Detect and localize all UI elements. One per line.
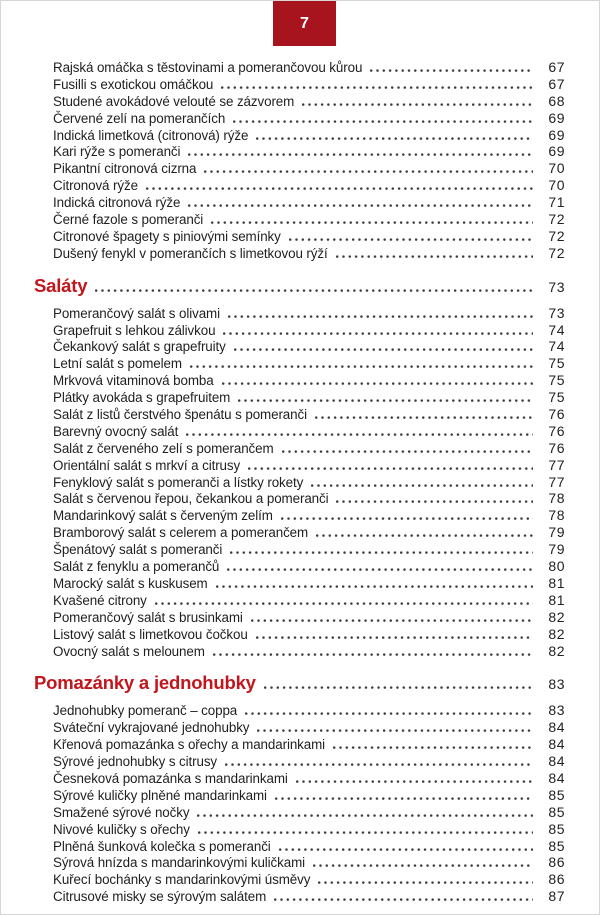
toc-row xyxy=(34,59,565,76)
dot-leader xyxy=(221,85,533,89)
dot-leader xyxy=(316,533,533,537)
dot-leader xyxy=(256,136,533,140)
toc-row xyxy=(34,753,565,770)
toc-entry-title: Kvašené citrony xyxy=(53,592,147,608)
toc-row xyxy=(34,719,565,736)
dot-leader xyxy=(275,796,533,800)
toc-entry-title: Bramborový salát s celerem a pomerančem xyxy=(53,525,309,541)
toc-entry-page-number: 76 xyxy=(548,439,565,456)
toc-entry-page-number: 75 xyxy=(548,389,565,406)
toc-entry-page-number: 71 xyxy=(548,194,565,211)
toc-entry-title: Sýrová hnízda s mandarinkovými kuličkami xyxy=(53,855,306,871)
toc-row xyxy=(34,423,565,440)
toc-entry-title: Sýrové kuličky plněné mandarinkami xyxy=(53,787,267,803)
toc-entry-title: Listový salát s limetkovou čočkou xyxy=(53,626,248,642)
dot-leader xyxy=(333,745,533,749)
dot-leader xyxy=(222,381,533,385)
toc-entry-page-number: 80 xyxy=(548,558,565,575)
toc-entry-page-number: 77 xyxy=(548,456,565,473)
dot-leader xyxy=(228,314,533,318)
toc-row xyxy=(34,211,565,228)
toc-entry-page-number: 82 xyxy=(548,642,565,659)
toc-entry-page-number: 76 xyxy=(548,406,565,423)
toc-row xyxy=(34,160,565,177)
dot-leader xyxy=(279,847,533,851)
toc-row xyxy=(34,770,565,787)
toc-entry-page-number: 78 xyxy=(548,507,565,524)
toc-entry-title: Špenátový salát s pomeranči xyxy=(53,542,223,558)
toc-section-page-number: 73 xyxy=(548,278,565,295)
toc-entry-page-number: 67 xyxy=(548,75,565,92)
dot-leader xyxy=(188,152,533,156)
toc-entry-page-number: 85 xyxy=(548,837,565,854)
dot-leader xyxy=(256,635,533,639)
dot-leader xyxy=(95,288,533,292)
toc-entry-title: Nivové kuličky s ořechy xyxy=(53,821,190,837)
dot-leader xyxy=(245,711,533,715)
toc-row xyxy=(34,871,565,888)
toc-entry-title: Kuřecí bochánky s mandarinkovými úsměvy xyxy=(53,872,311,888)
page-number-badge xyxy=(273,1,336,46)
toc-section-title: Saláty xyxy=(34,274,88,296)
table-of-contents xyxy=(34,59,565,905)
toc-entry-title: Česneková pomazánka s mandarinkami xyxy=(53,770,288,786)
toc-row xyxy=(34,702,565,719)
dot-leader xyxy=(296,779,533,783)
toc-row xyxy=(34,592,565,609)
toc-entry-page-number: 75 xyxy=(548,355,565,372)
toc-entry-page-number: 79 xyxy=(548,524,565,541)
toc-section-row xyxy=(34,274,565,305)
toc-entry-page-number: 70 xyxy=(548,160,565,177)
toc-entry-title: Smažené sýrové nočky xyxy=(53,804,190,820)
dot-leader xyxy=(311,483,533,487)
toc-entry-page-number: 81 xyxy=(548,591,565,608)
toc-section-title: Pomazánky a jednohubky xyxy=(34,672,256,694)
toc-entry-page-number: 81 xyxy=(548,574,565,591)
toc-entry-page-number: 82 xyxy=(548,625,565,642)
toc-row xyxy=(34,194,565,211)
toc-entry-page-number: 78 xyxy=(548,490,565,507)
toc-entry-title: Marocký salát s kuskusem xyxy=(53,575,208,591)
toc-entry-page-number: 87 xyxy=(548,888,565,905)
toc-entry-page-number: 85 xyxy=(548,803,565,820)
toc-entry-page-number: 73 xyxy=(548,304,565,321)
toc-entry-title: Sýrové jednohubky s citrusy xyxy=(53,754,218,770)
dot-leader xyxy=(313,863,533,867)
dot-leader xyxy=(211,220,533,224)
toc-entry-page-number: 82 xyxy=(548,608,565,625)
toc-entry-title: Čekankový salát s grapefruity xyxy=(53,339,226,355)
dot-leader xyxy=(289,237,533,241)
dot-leader xyxy=(213,652,533,656)
toc-entry-page-number: 70 xyxy=(548,177,565,194)
toc-entry-page-number: 74 xyxy=(548,321,565,338)
toc-entry-title: Salát s červenou řepou, čekankou a pomeranči xyxy=(53,491,329,507)
toc-row xyxy=(34,643,565,660)
toc-row xyxy=(34,490,565,507)
toc-row xyxy=(34,854,565,871)
toc-row xyxy=(34,787,565,804)
toc-entry-title: Kari rýže s pomeranči xyxy=(53,144,181,160)
toc-entry-page-number: 84 xyxy=(548,753,565,770)
toc-entry-title: Grapefruit s lehkou zálivkou xyxy=(53,322,216,338)
toc-entry-page-number: 69 xyxy=(548,109,565,126)
toc-entry-title: Indická limetková (citronová) rýže xyxy=(53,127,249,143)
toc-entry-page-number: 72 xyxy=(548,211,565,228)
toc-entry-title: Rajská omáčka s těstovinami a pomerančovou kůrou xyxy=(53,60,363,75)
dot-leader xyxy=(281,516,533,520)
toc-row xyxy=(34,76,565,93)
toc-row xyxy=(34,127,565,144)
toc-entry-page-number: 72 xyxy=(548,244,565,261)
dot-leader xyxy=(251,618,533,622)
toc-entry-page-number: 85 xyxy=(548,786,565,803)
toc-row xyxy=(34,541,565,558)
toc-row xyxy=(34,626,565,643)
toc-entry-title: Ovocný salát s melounem xyxy=(53,643,205,659)
toc-entry-page-number: 84 xyxy=(548,736,565,753)
toc-row xyxy=(34,838,565,855)
toc-row xyxy=(34,93,565,110)
dot-leader xyxy=(315,415,533,419)
dot-leader xyxy=(230,550,533,554)
toc-entry-title: Pomerančový salát s olivami xyxy=(53,305,220,321)
toc-entry-title: Letní salát s pomelem xyxy=(53,356,182,372)
toc-entry-title: Pikantní citronová cizrna xyxy=(53,161,197,177)
toc-row xyxy=(34,440,565,457)
toc-row xyxy=(34,736,565,753)
toc-entry-page-number: 85 xyxy=(548,820,565,837)
dot-leader xyxy=(190,364,533,368)
dot-leader xyxy=(257,728,533,732)
toc-entry-page-number: 67 xyxy=(548,59,565,75)
toc-entry-page-number: 79 xyxy=(548,541,565,558)
toc-row xyxy=(34,609,565,626)
toc-entry-title: Studené avokádové velouté se zázvorem xyxy=(53,93,295,109)
toc-entry-title: Mandarinkový salát s červeným zelím xyxy=(53,508,273,524)
dot-leader xyxy=(370,68,533,72)
toc-entry-page-number: 84 xyxy=(548,719,565,736)
toc-row xyxy=(34,177,565,194)
toc-row xyxy=(34,804,565,821)
toc-row xyxy=(34,338,565,355)
toc-entry-title: Salát z listů čerstvého špenátu s pomeranči xyxy=(53,407,307,423)
toc-entry-page-number: 69 xyxy=(548,143,565,160)
toc-entry-title: Citrusové misky se sýrovým salátem xyxy=(53,889,267,905)
toc-section-row xyxy=(34,672,565,702)
dot-leader xyxy=(188,203,533,207)
dot-leader xyxy=(197,813,533,817)
toc-entry-page-number: 72 xyxy=(548,227,565,244)
dot-leader xyxy=(336,254,533,258)
toc-row xyxy=(34,575,565,592)
toc-row xyxy=(34,245,565,262)
dot-leader xyxy=(274,897,533,901)
toc-row xyxy=(34,474,565,491)
toc-row xyxy=(34,821,565,838)
toc-row xyxy=(34,322,565,339)
dot-leader xyxy=(198,830,533,834)
toc-entry-page-number: 83 xyxy=(548,702,565,719)
dot-leader xyxy=(216,584,533,588)
toc-section-page-number: 83 xyxy=(548,676,565,693)
dot-leader xyxy=(336,499,533,503)
toc-entry-title: Citronová rýže xyxy=(53,178,138,194)
toc-entry-page-number: 69 xyxy=(548,126,565,143)
dot-leader xyxy=(302,102,533,106)
toc-entry-title: Červené zelí na pomerančích xyxy=(53,110,226,126)
dot-leader xyxy=(248,466,533,470)
toc-row xyxy=(34,110,565,127)
dot-leader xyxy=(225,762,533,766)
toc-row xyxy=(34,355,565,372)
dot-leader xyxy=(227,567,533,571)
dot-leader xyxy=(234,347,533,351)
dot-leader xyxy=(318,880,533,884)
toc-row xyxy=(34,372,565,389)
dot-leader xyxy=(238,398,533,402)
toc-entry-title: Pomerančový salát s brusinkami xyxy=(53,609,243,625)
toc-row xyxy=(34,524,565,541)
toc-row xyxy=(34,143,565,160)
toc-row xyxy=(34,406,565,423)
toc-row xyxy=(34,305,565,322)
dot-leader xyxy=(155,601,533,605)
toc-entry-page-number: 84 xyxy=(548,769,565,786)
dot-leader xyxy=(264,685,533,689)
toc-entry-title: Salát z fenyklu a pomerančů xyxy=(53,559,220,575)
dot-leader xyxy=(223,331,533,335)
toc-row xyxy=(34,888,565,905)
toc-row xyxy=(34,457,565,474)
dot-leader xyxy=(233,119,533,123)
dot-leader xyxy=(146,186,533,190)
toc-entry-page-number: 76 xyxy=(548,422,565,439)
toc-entry-page-number: 86 xyxy=(548,871,565,888)
dot-leader xyxy=(186,432,533,436)
toc-row xyxy=(34,389,565,406)
toc-entry-page-number: 86 xyxy=(548,854,565,871)
toc-entry-title: Salát z červeného zelí s pomerančem xyxy=(53,440,274,456)
toc-entry-title: Plátky avokáda s grapefruitem xyxy=(53,390,231,406)
toc-entry-title: Jednohubky pomeranč – coppa xyxy=(53,703,238,719)
toc-entry-title: Křenová pomazánka s ořechy a mandarinkami xyxy=(53,737,326,753)
toc-entry-title: Černé fazole s pomeranči xyxy=(53,212,204,228)
toc-entry-title: Fenyklový salát s pomeranči a lístky rokety xyxy=(53,474,304,490)
toc-row xyxy=(34,228,565,245)
toc-entry-page-number: 74 xyxy=(548,338,565,355)
toc-entry-title: Orientální salát s mrkví a citrusy xyxy=(53,457,241,473)
page-number: 7 xyxy=(300,14,309,32)
toc-row xyxy=(34,507,565,524)
toc-entry-page-number: 68 xyxy=(548,92,565,109)
toc-entry-title: Fusilli s exotickou omáčkou xyxy=(53,76,214,92)
toc-entry-title: Barevný ovocný salát xyxy=(53,423,179,439)
toc-entry-page-number: 77 xyxy=(548,473,565,490)
toc-entry-title: Indická citronová rýže xyxy=(53,195,181,211)
dot-leader xyxy=(282,449,533,453)
toc-entry-title: Sváteční vykrajované jednohubky xyxy=(53,720,250,736)
toc-entry-title: Citronové špagety s piniovými semínky xyxy=(53,228,281,244)
toc-entry-title: Mrkvová vitaminová bomba xyxy=(53,373,214,389)
dot-leader xyxy=(204,169,533,173)
toc-row xyxy=(34,558,565,575)
toc-entry-page-number: 75 xyxy=(548,372,565,389)
toc-entry-title: Dušený fenykl v pomerančích s limetkovou rýží xyxy=(53,245,328,261)
toc-entry-title: Plněná šunková kolečka s pomeranči xyxy=(53,838,271,854)
